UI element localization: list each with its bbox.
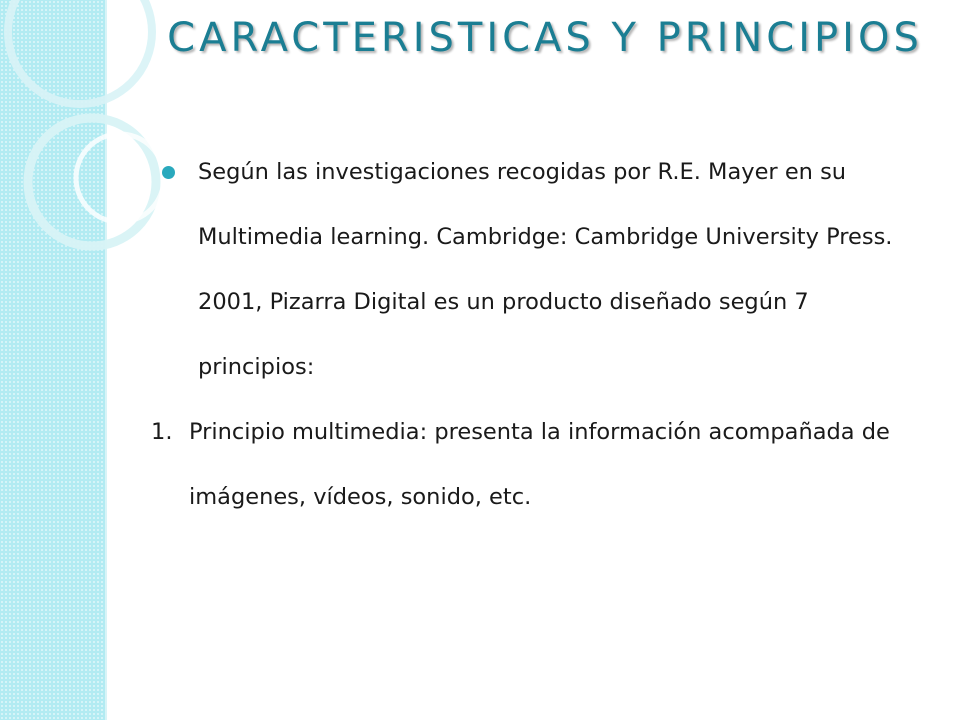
numbered-item-text: Principio multimedia: presenta la información acompañada de imágenes, vídeos, sonido, etc. <box>189 419 890 510</box>
side-band <box>0 0 107 720</box>
bullet-item <box>160 140 930 400</box>
slide-title: CARACTERISTICAS Y PRINCIPIOS <box>167 15 923 61</box>
slide-content <box>151 140 930 530</box>
item-number: 1. <box>151 419 173 445</box>
bullet-dot-icon <box>162 166 175 179</box>
bullet-text: Según las investigaciones recogidas por R.E. Mayer en su Multimedia learning. Cambridge: Cambridge University Press. 2001, Pizarra Digital es un producto diseñado según 7 principios: <box>198 159 893 380</box>
numbered-item <box>151 400 930 530</box>
